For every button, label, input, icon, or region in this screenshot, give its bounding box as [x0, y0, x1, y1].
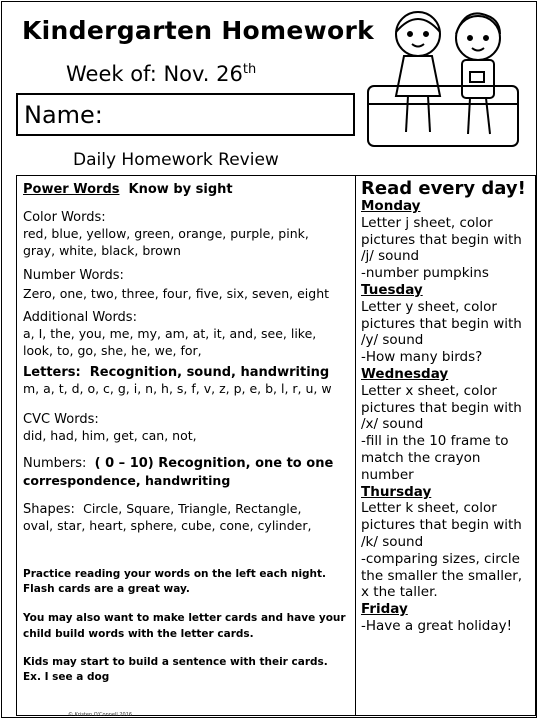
additional-words-line: a, I, the, you, me, my, am, at, it, and, see, like,	[23, 326, 317, 341]
homework-line: -fill in the 10 frame to	[361, 433, 509, 450]
read-every-day-panel	[355, 175, 536, 716]
homework-line: number	[361, 466, 414, 483]
sentence-note: Kids may start to build a sentence with their cards.	[23, 656, 328, 668]
color-words-line: gray, white, black, brown	[23, 243, 181, 258]
shapes-heading: Shapes: Circle, Square, Triangle, Rectangle,	[23, 501, 302, 517]
number-words-line: Zero, one, two, three, four, five, six, seven, eight	[23, 286, 330, 301]
day-heading: Thursday	[361, 483, 432, 500]
review-heading: Daily Homework Review	[73, 150, 279, 170]
letter-cards-note: child build words with the letter cards.	[23, 628, 254, 640]
page-title: Kindergarten Homework	[22, 16, 375, 45]
letters-line: m, a, t, d, o, c, g, i, n, h, s, f, v, z, p, e, b, l, r, u, w	[23, 381, 332, 396]
practice-note: Practice reading your words on the left each night.	[23, 568, 327, 580]
daily-homework-list	[361, 198, 522, 635]
letters-heading: Letters: Recognition, sound, handwriting	[23, 365, 330, 380]
day-heading: Tuesday	[361, 281, 423, 298]
homework-line: pictures that begin with	[361, 517, 522, 534]
homework-line: the smaller the smaller,	[361, 567, 523, 584]
day-heading: Monday	[361, 198, 421, 214]
cvc-words-line: did, had, him, get, can, not,	[23, 428, 197, 443]
numbers-heading: Numbers: ( 0 – 10) Recognition, one to one	[23, 456, 334, 471]
homework-line: /k/ sound	[361, 533, 424, 550]
power-words-heading: Power Words Know by sight	[23, 182, 233, 197]
homework-line: Letter k sheet, color	[361, 500, 497, 517]
homework-line: Letter y sheet, color	[361, 298, 497, 315]
homework-line: pictures that begin with	[361, 231, 522, 248]
sentence-note: Ex. I see a dog	[23, 671, 110, 683]
copyright-text: © Kristen O'Connell 2016	[68, 712, 133, 718]
homework-line: match the crayon	[361, 449, 481, 466]
letter-cards-note: You may also want to make letter cards and have your	[23, 612, 346, 624]
day-heading: Wednesday	[361, 365, 449, 382]
kids-illustration	[360, 4, 532, 160]
week-of-label: Week of: Nov. 26th	[66, 62, 257, 86]
color-words-line: red, blue, yellow, green, orange, purple, pink,	[23, 226, 309, 241]
read-every-day-title: Read every day!	[361, 178, 526, 199]
homework-line: x the taller.	[361, 584, 438, 601]
homework-line: -How many birds?	[361, 349, 483, 366]
additional-words-line: look, to, go, she, he, we, for,	[23, 343, 202, 358]
number-words-label: Number Words:	[23, 268, 124, 283]
homework-line: -comparing sizes, circle	[361, 550, 520, 567]
homework-line: Letter x sheet, color	[361, 382, 497, 399]
practice-note: Flash cards are a great way.	[23, 583, 190, 595]
homework-line: pictures that begin with	[361, 399, 522, 416]
homework-line: /y/ sound	[361, 332, 424, 349]
homework-line: /j/ sound	[361, 248, 420, 265]
color-words-label: Color Words:	[23, 210, 106, 225]
additional-words-label: Additional Words:	[23, 310, 137, 325]
power-words-panel	[16, 175, 355, 716]
name-field	[16, 93, 355, 136]
homework-line: pictures that begin with	[361, 315, 522, 332]
name-label: Name:	[24, 101, 103, 129]
numbers-line: correspondence, handwriting	[23, 473, 231, 488]
homework-line: -number pumpkins	[361, 265, 489, 282]
day-heading: Friday	[361, 601, 408, 618]
homework-line: -Have a great holiday!	[361, 617, 512, 634]
shapes-line: oval, star, heart, sphere, cube, cone, cylinder,	[23, 518, 312, 533]
homework-line: Letter j sheet, color	[361, 214, 493, 231]
cvc-words-label: CVC Words:	[23, 412, 99, 427]
homework-line: /x/ sound	[361, 416, 424, 433]
